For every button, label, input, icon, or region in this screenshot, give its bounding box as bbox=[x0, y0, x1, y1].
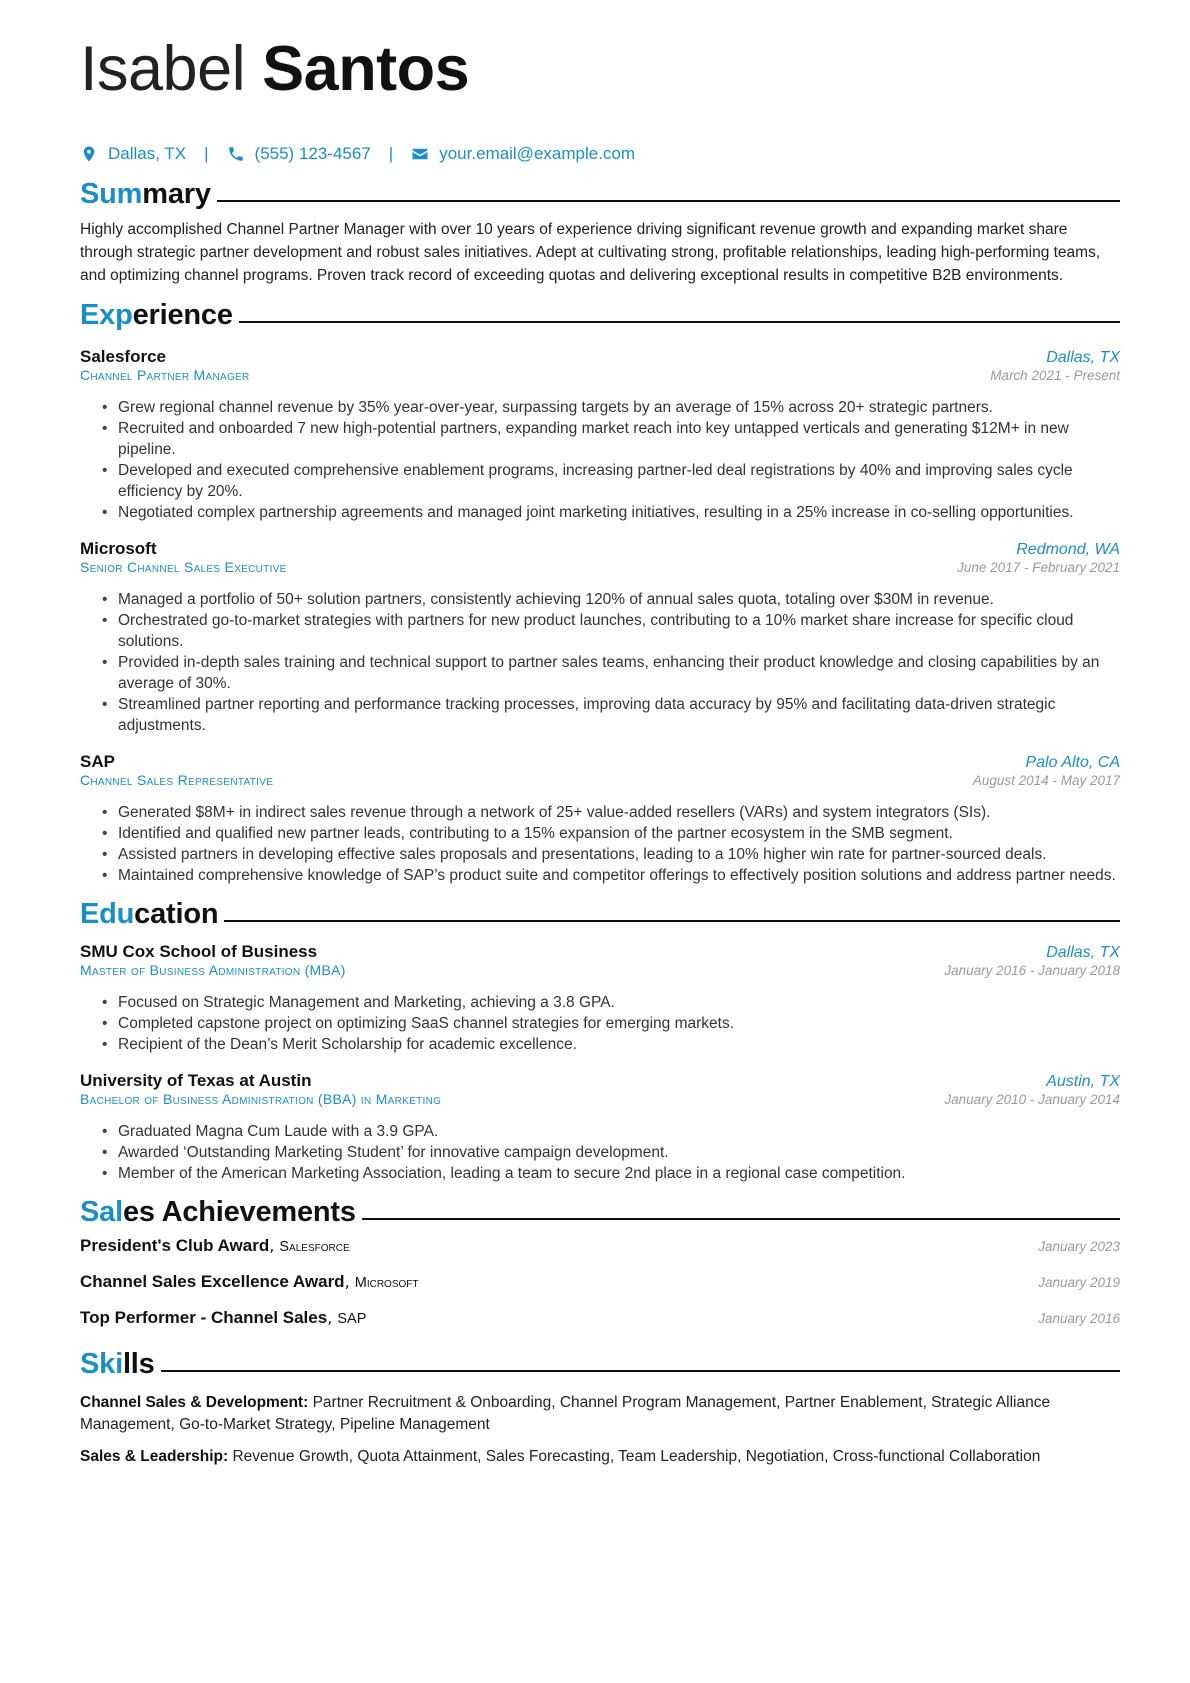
job-dates: March 2021 - Present bbox=[990, 368, 1120, 383]
job-location: Palo Alto, CA bbox=[1025, 754, 1120, 771]
achievement-org: SAP bbox=[337, 1311, 367, 1327]
degree: Master of Business Administration (MBA) bbox=[80, 962, 346, 978]
achievement-date: January 2019 bbox=[1038, 1275, 1120, 1290]
achievement-list bbox=[80, 1236, 1120, 1344]
bullet-item: • Provided in-depth sales training and technical support to partner sales teams, enhancing their product knowledge and closing capabilities by an average of 30%. bbox=[118, 652, 1120, 694]
bullet-item: • Streamlined partner reporting and performance tracking processes, improving data accuracy by 95% and facilitating data-driven strategic adjustments. bbox=[118, 694, 1120, 736]
achievement-org: Microsoft bbox=[354, 1275, 419, 1291]
employer: Microsoft bbox=[80, 539, 157, 558]
section-rule bbox=[224, 920, 1120, 922]
achievement-title: Channel Sales Excellence Award bbox=[80, 1272, 345, 1291]
section-achievements-header bbox=[80, 1194, 1120, 1230]
job-dates: June 2017 - February 2021 bbox=[957, 560, 1120, 575]
job-title: Channel Partner Manager bbox=[80, 367, 250, 383]
bullet-item: • Graduated Magna Cum Laude with a 3.9 GPA. bbox=[118, 1121, 1120, 1142]
bullet-item: • Orchestrated go-to-market strategies with partners for new product launches, contributing to a 10% market share increase for specific cloud solutions. bbox=[118, 610, 1120, 652]
envelope-icon bbox=[411, 145, 429, 163]
education-entry bbox=[80, 942, 1120, 1055]
bullet-item: • Completed capstone project on optimizing SaaS channel strategies for emerging markets. bbox=[118, 1013, 1120, 1034]
bullet-list bbox=[80, 802, 1120, 886]
phone-text: (555) 123-4567 bbox=[254, 144, 371, 163]
achievement-title: President's Club Award bbox=[80, 1236, 270, 1255]
bullet-item: • Grew regional channel revenue by 35% year-over-year, surpassing targets by an average of 15% across 20+ strategic partners. bbox=[118, 397, 1120, 418]
skill-group-label: Channel Sales & Development: bbox=[80, 1394, 309, 1411]
school-location: Austin, TX bbox=[1046, 1073, 1120, 1090]
bullet-item: • Recipient of the Dean’s Merit Scholarship for academic excellence. bbox=[118, 1034, 1120, 1055]
section-rule bbox=[161, 1370, 1120, 1372]
employer: SAP bbox=[80, 752, 115, 771]
experience-entry bbox=[80, 539, 1120, 736]
bullet-item: • Managed a portfolio of 50+ solution partners, consistently achieving 120% of annual sales quota, totaling over $30M in revenue. bbox=[118, 589, 1120, 610]
contact-separator: | bbox=[388, 144, 394, 163]
map-marker-icon bbox=[80, 145, 98, 163]
section-experience-header bbox=[80, 297, 1120, 333]
bullet-item: • Focused on Strategic Management and Marketing, achieving a 3.8 GPA. bbox=[118, 992, 1120, 1013]
contact-separator: | bbox=[204, 144, 209, 163]
contact-email[interactable] bbox=[411, 144, 635, 164]
bullet-item: • Member of the American Marketing Association, leading a team to secure 2nd place in a regional case competition. bbox=[118, 1163, 1120, 1184]
job-title: Senior Channel Sales Executive bbox=[80, 559, 287, 575]
contact-phone[interactable] bbox=[227, 144, 371, 164]
section-rule bbox=[239, 321, 1120, 323]
section-title-summary: Summary bbox=[80, 177, 211, 210]
bullet-item: • Negotiated complex partnership agreements and managed joint marketing initiatives, resulting in a 25% increase in co-selling opportunities. bbox=[118, 502, 1120, 523]
bullet-list bbox=[80, 992, 1120, 1055]
degree: Bachelor of Business Administration (BBA) in Marketing bbox=[80, 1091, 442, 1107]
candidate-name bbox=[80, 34, 1120, 118]
section-education-header bbox=[80, 896, 1120, 932]
section-title-achievements: Sales Achievements bbox=[80, 1195, 356, 1228]
section-rule bbox=[362, 1218, 1120, 1220]
phone-icon bbox=[227, 145, 245, 163]
bullet-item: • Developed and executed comprehensive enablement programs, increasing partner-led deal registrations by 40% and improving sales cycle efficiency by 20%. bbox=[118, 460, 1120, 502]
school: SMU Cox School of Business bbox=[80, 942, 318, 961]
achievement-item: President's Club Award, Salesforce January 2023 bbox=[80, 1236, 1120, 1255]
achievement-date: January 2016 bbox=[1038, 1311, 1120, 1326]
school-location: Dallas, TX bbox=[1046, 944, 1120, 961]
summary-text: Highly accomplished Channel Partner Manager with over 10 years of experience driving significant revenue growth and expanding market share through strategic partner development and robust sales initiatives. Adept at cultivating strong, profitable relationships, leading high-performing teams, and optimizing channel programs. Proven track record of exceeding quotas and delivering exceptional results in competitive B2B environments. bbox=[80, 221, 1101, 284]
achievement-item: Channel Sales Excellence Award, Microsoft January 2019 bbox=[80, 1272, 1120, 1291]
job-title: Channel Sales Representative bbox=[80, 772, 274, 788]
school-dates: January 2010 - January 2014 bbox=[944, 1092, 1120, 1107]
bullet-item: • Maintained comprehensive knowledge of SAP’s product suite and competitor offerings to effectively position solutions and address partner needs. bbox=[118, 865, 1120, 886]
job-location: Dallas, TX bbox=[1046, 349, 1120, 366]
section-summary-header bbox=[80, 176, 1120, 212]
skill-group-value: Revenue Growth, Quota Attainment, Sales Forecasting, Team Leadership, Negotiation, Cross-functional Collaboration bbox=[232, 1448, 1041, 1465]
school-dates: January 2016 - January 2018 bbox=[944, 963, 1120, 978]
school: University of Texas at Austin bbox=[80, 1071, 312, 1090]
bullet-item: • Identified and qualified new partner leads, contributing to a 15% expansion of the partner ecosystem in the SMB segment. bbox=[118, 823, 1120, 844]
skill-group bbox=[80, 1446, 1120, 1468]
last-name: Santos bbox=[262, 34, 470, 104]
skill-group-label: Sales & Leadership: bbox=[80, 1448, 229, 1465]
section-title-education: Education bbox=[80, 897, 219, 930]
achievement-item: Top Performer - Channel Sales, SAP January 2016 bbox=[80, 1308, 1120, 1327]
skill-group bbox=[80, 1392, 1120, 1436]
experience-entry bbox=[80, 752, 1120, 886]
section-title-skills: Skills bbox=[80, 1347, 155, 1380]
employer: Salesforce bbox=[80, 347, 166, 366]
job-location: Redmond, WA bbox=[1016, 541, 1120, 558]
location-text: Dallas, TX bbox=[108, 144, 187, 163]
bullet-item: • Generated $8M+ in indirect sales revenue through a network of 25+ value-added resellers (VARs) and system integrators (SIs). bbox=[118, 802, 1120, 823]
job-dates: August 2014 - May 2017 bbox=[972, 773, 1120, 788]
contact-location bbox=[80, 144, 186, 164]
achievement-title: Top Performer - Channel Sales bbox=[80, 1308, 328, 1327]
education-entry bbox=[80, 1071, 1120, 1184]
bullet-list bbox=[80, 1121, 1120, 1184]
section-rule bbox=[217, 200, 1120, 202]
skill-group-value: Partner Recruitment & Onboarding, Channel Program Management, Partner Enablement, Strategic Alliance Management, Go-to-Market Strategy, Pipeline Management bbox=[80, 1394, 1051, 1433]
section-skills-header bbox=[80, 1346, 1120, 1382]
bullet-item: • Recruited and onboarded 7 new high-potential partners, expanding market reach into key untapped verticals and generating $12M+ in new pipeline. bbox=[118, 418, 1120, 460]
contact-bar bbox=[80, 140, 1120, 168]
bullet-item: • Awarded ‘Outstanding Marketing Student’ for innovative campaign development. bbox=[118, 1142, 1120, 1163]
bullet-item: • Assisted partners in developing effective sales proposals and presentations, leading to a 10% higher win rate for partner-sourced deals. bbox=[118, 844, 1120, 865]
experience-entry bbox=[80, 347, 1120, 523]
bullet-list bbox=[80, 397, 1120, 523]
section-title-experience: Experience bbox=[80, 298, 233, 331]
achievement-date: January 2023 bbox=[1038, 1239, 1120, 1254]
email-link[interactable]: your.email@example.com bbox=[439, 144, 636, 163]
first-name: Isabel bbox=[80, 34, 246, 104]
bullet-list bbox=[80, 589, 1120, 736]
achievement-org: Salesforce bbox=[279, 1239, 350, 1255]
